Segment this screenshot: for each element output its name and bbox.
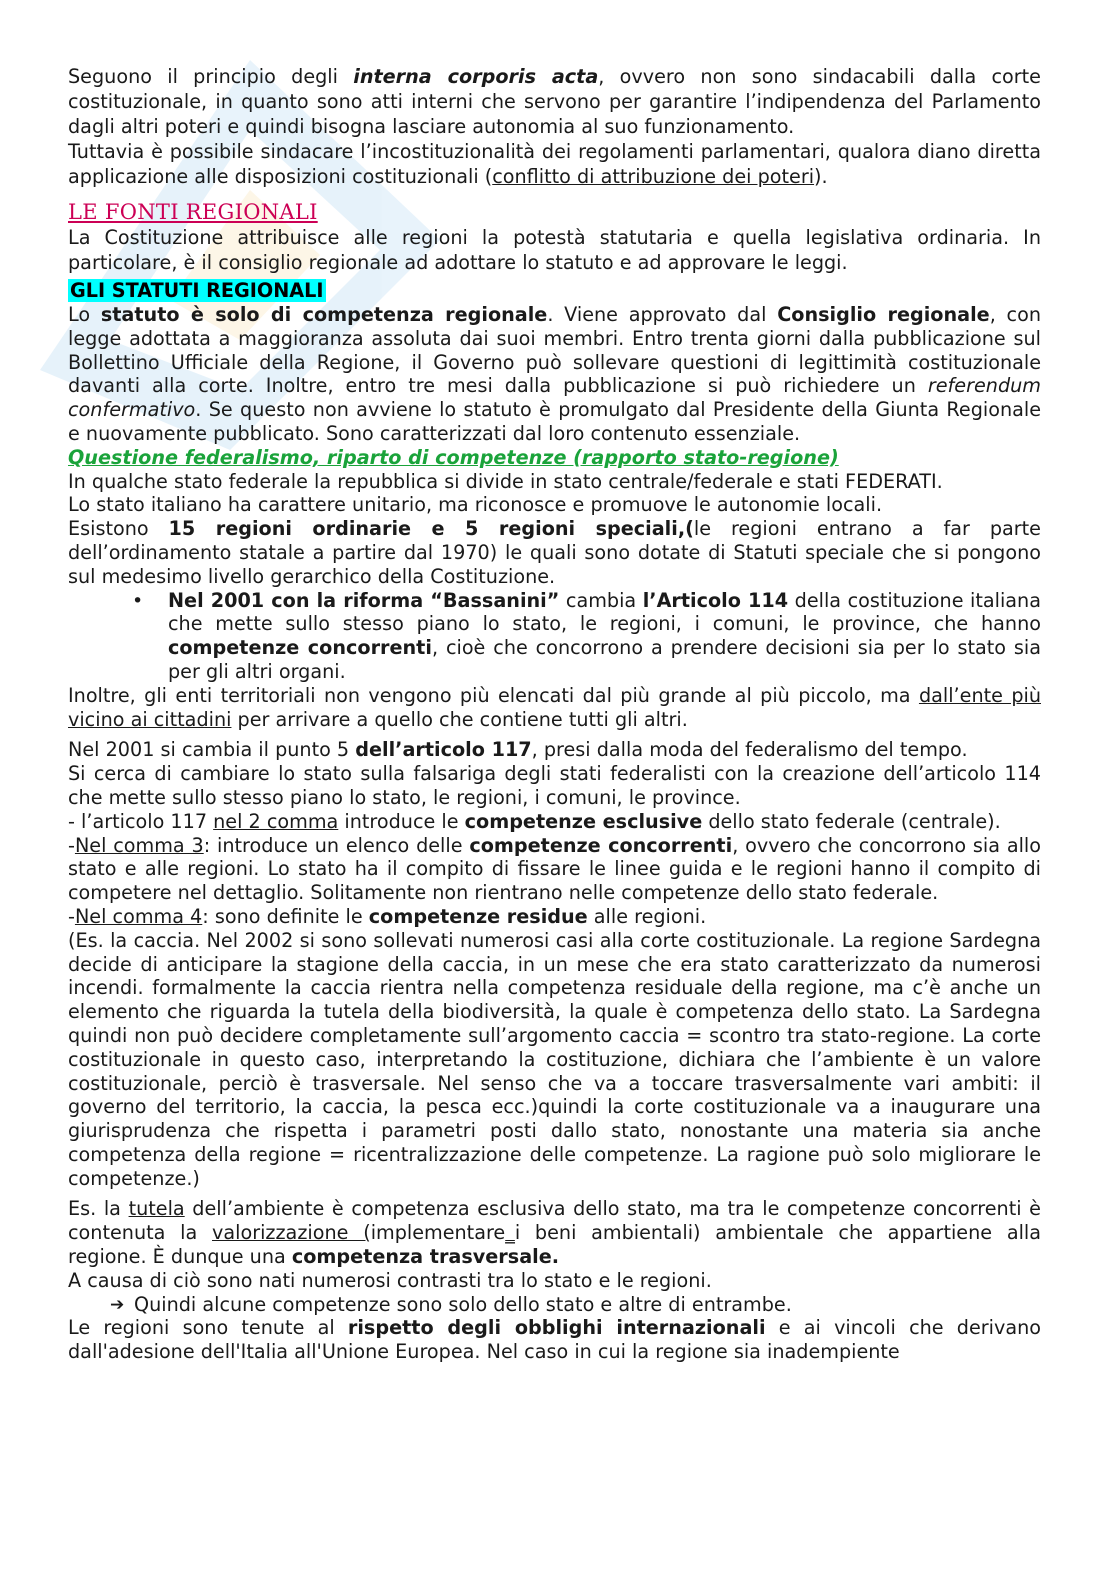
text-span: alle regioni. (587, 904, 707, 928)
underline-tutela: tutela (128, 1197, 185, 1221)
paragraph-enti-territoriali (68, 684, 1041, 732)
paragraph-stato-unitario: Lo stato italiano ha carattere unitario, ma riconosce e promuove le autonomie locali. (68, 493, 883, 517)
text-span: : introduce un elenco delle (203, 833, 470, 857)
bold-consiglio-regionale: Consiglio regionale (777, 303, 990, 326)
bullet-text (168, 589, 1041, 684)
text-span: - (68, 904, 75, 928)
bold-competenze-concorrenti: competenze concorrenti (469, 833, 733, 857)
text-span: Esistono (68, 517, 169, 541)
text-span: , cioè che concorrono a prendere decisioni sia per lo stato sia per gli altri organi. (168, 636, 1042, 683)
text-span: e ai vincoli che derivano dall'adesione dell'Italia all'Unione Europea. Nel caso in cui la regione sia inadempiente (68, 1316, 1042, 1364)
paragraph-stato-federale: In qualche stato federale la repubblica si divide in stato centrale/federale e stati FEDERATI. (68, 469, 943, 493)
text-span: , presi dalla moda del federalismo del tempo. (531, 738, 968, 762)
heading-fonti-regionali: LE FONTI REGIONALI (68, 200, 318, 224)
text-span: Lo (68, 303, 101, 326)
paragraph-interna-corporis (68, 64, 1041, 139)
arrow-right-icon: ➔ (110, 1294, 125, 1315)
text-span: le regioni entrano a far parte dell’ordinamento statale a partire dal 1970) le quali sono dotate di Statuti speciale che si pongono sul medesimo livello gerarchico della Costituzione. (68, 517, 1041, 588)
bold-regioni-count: 15 regioni ordinarie e 5 regioni speciali,( (168, 517, 694, 541)
text-span: Tuttavia è possibile sindacare l’incostituzionalità dei regolamenti parlamentari, qualora diano diretta applicazione alle disposizioni costituzionali ( (68, 140, 1041, 188)
underline-comma-4: Nel comma 4 (74, 904, 203, 928)
text-span: Nel 2001 si cambia il punto 5 (68, 738, 356, 762)
text-span: i beni ambientali) ambientale che appartiene alla regione. È dunque una (68, 1221, 1042, 1269)
list-item-arrow (68, 1293, 1041, 1317)
paragraph-caccia: (Es. la caccia. Nel 2002 si sono sollevati numerosi casi alla corte costituzionale. La regione Sardegna decide di anticipare la stagione della caccia, in un mese che era stato caratterizzato da numerosi incendi. formalmente la caccia rientra nella competenza residuale della regione, ma c’è anche un elemento che riguarda la tutela della biodiversità, la quale è competenza dello stato. La Sardegna quindi non può decidere completamente sull’argomento caccia = scontro tra stato-regione. La corte costituzionale in questo caso, interpretando la costituzione, dichiara che l’ambiente è un valore costituzionale, perciò è trasversale. Nel senso che va a toccare trasversalmente vari ambiti: il governo del territorio, la caccia, la pesca ecc.)quindi la corte costituzionale va a inaugurare una giurisprudenza che rispetta i parametri posti dallo stato, nonostante una materia sia anche competenza della regione = ricentralizzazione delle competenze. La ragione può solo migliorare le competenze.) (68, 928, 1041, 1190)
underline-conflitto: conflitto di attribuzione dei poteri (492, 165, 815, 188)
text-span: . Viene approvato dal (547, 303, 778, 326)
bold-statuto-competenza: statuto è solo di competenza regionale (100, 303, 548, 326)
paragraph-falsariga: Si cerca di cambiare lo stato sulla falsariga degli stati federalisti con la creazione dell’articolo 114 che mette sullo stesso piano lo stato, le regioni, i comuni, le province. (68, 762, 1041, 809)
text-span: - (68, 833, 75, 857)
text-span: introduce le (338, 809, 465, 833)
text-span: dello stato federale (centrale). (702, 809, 1001, 833)
document-page (68, 64, 1041, 1364)
text-span: , ovvero non sono sindacabili dalla corte costituzionale, in quanto sono atti interni che servono per garantire l’indipendenza del Parlamento dagli altri poteri e quindi bisogna lasciare autonomia al suo funzionamento. (68, 65, 1041, 138)
bold-obblighi-internazionali: rispetto degli obblighi internazionali (347, 1316, 766, 1340)
bold-riforma-bassanini: Nel 2001 con la riforma “Bassanini” (168, 588, 560, 612)
text-span: implementare (370, 1221, 506, 1245)
text-span: dell’ambiente è competenza esclusiva dello stato, ma tra le competenze concorrenti è contenuta la (68, 1197, 1041, 1245)
paragraph-comma-3 (68, 834, 1041, 905)
paragraph-comma-2 (68, 810, 1041, 834)
paragraph-comma-4 (68, 905, 1041, 929)
bullet-icon: • (132, 589, 144, 612)
paragraph-contrasti: A causa di ciò sono nati numerosi contrasti tra lo stato e le regioni. (68, 1268, 712, 1292)
bold-competenze-esclusive: competenze esclusive (464, 809, 703, 833)
list-item-bassanini (68, 589, 1041, 684)
underline-comma-2: nel 2 comma (213, 809, 339, 833)
text-span: cambia (559, 588, 643, 612)
underline-comma-3: Nel comma 3 (74, 833, 204, 857)
paragraph-tutela-ambiente (68, 1197, 1041, 1268)
text-span: : sono definite le (202, 904, 369, 928)
text-span: Seguono il principio degli (68, 65, 354, 88)
text-span: Es. la (68, 1197, 129, 1221)
text-span: - l’articolo 117 (68, 809, 214, 833)
text-span: Inoltre, gli enti territoriali non vengono più elencati dal più grande al più piccolo, ma (68, 683, 919, 707)
underline-valorizzazione: valorizzazione ( (212, 1221, 371, 1245)
paragraph-regioni (68, 517, 1041, 588)
arrow-text: Quindi alcune competenze sono solo dello stato e altre di entrambe. (134, 1292, 792, 1316)
italic-referendum: referendum confermativo (68, 374, 1041, 422)
bold-competenza-trasversale: competenza trasversale. (291, 1245, 560, 1269)
paragraph-articolo-117 (68, 738, 1041, 762)
underline-separator: _ (505, 1221, 515, 1245)
text-span: per arrivare a quello che contiene tutti gli altri. (231, 707, 688, 731)
paragraph-statuto (68, 303, 1041, 446)
bold-articolo-117: dell’articolo 117 (355, 738, 532, 762)
underline-ente-vicino: dall’ente più vicino ai cittadini (68, 683, 1041, 731)
heading-statuti-regionali (68, 278, 1041, 303)
text-span: ). (814, 165, 828, 188)
text-span: , ovvero che concorrono sia allo stato e alle regioni. Lo stato ha il compito di fissare le linee guida e le regioni hanno il compito di competere nel dettaglio. Solitamente non rientrano nelle competenze dello stato federale. (68, 833, 1041, 905)
paragraph-costituzione: La Costituzione attribuisce alle regioni la potestà statutaria e quella legislativa ordinaria. In particolare, è il consiglio regionale ad adottare lo statuto e ad approvare le leggi. (68, 226, 1041, 274)
paragraph-sindacare (68, 139, 1041, 189)
paragraph-obblighi (68, 1316, 1041, 1364)
text-span: , con legge adottata a maggioranza assoluta dai suoi membri. Entro trenta giorni dalla pubblicazione sul Bollettino Ufficiale della Regione, il Governo può sollevare questioni di legittimità costituzionale davanti alla corte. Inoltre, entro tre mesi dalla pubblicazione si può richiedere un (68, 303, 1041, 398)
bold-articolo-114: l’Articolo 114 (642, 588, 789, 612)
text-span: Le regioni sono tenute al (68, 1316, 348, 1340)
text-span: . Se questo non avviene lo statuto è promulgato dal Presidente della Giunta Regionale e nuovamente pubblicato. Sono caratterizzati dal loro contenuto essenziale. (68, 398, 1041, 445)
heading-questione-federalismo: Questione federalismo, riparto di competenze (rapporto stato-regione) (68, 445, 839, 469)
text-span: della costituzione italiana che mette sullo stesso piano lo stato, le regioni, i comuni, le province, che hanno (168, 588, 1041, 636)
heading-statuti-text: GLI STATUTI REGIONALI (70, 279, 324, 302)
bold-competenze-residue: competenze residue (368, 904, 588, 928)
emphasis-interna-corporis: interna corporis acta (353, 65, 599, 88)
bold-competenze-concorrenti: competenze concorrenti (168, 636, 432, 660)
